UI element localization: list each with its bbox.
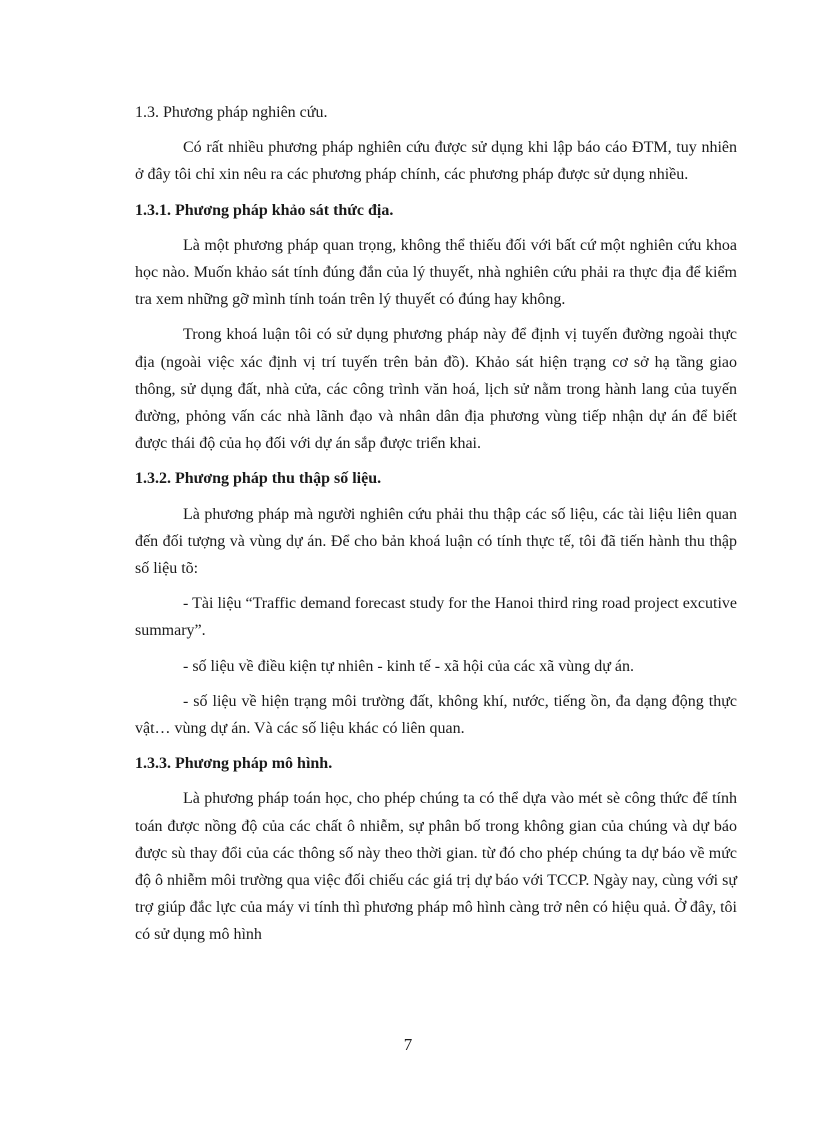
list-item: - Tài liệu “Traffic demand forecast study for the Hanoi third ring road project excutive summary”. (135, 595, 737, 640)
section-heading: 1.3. Phương pháp nghiên cứu. (135, 104, 328, 121)
page-body (135, 99, 737, 957)
intro-paragraph: Có rất nhiều phương pháp nghiên cứu được sử dụng khi lập báo cáo ĐTM, tuy nhiên ở đây tôi chỉ xin nêu ra các phương pháp chính, các phương pháp được sử dụng nhiều. (135, 139, 737, 184)
subsection-heading-1: 1.3.1. Phương pháp khảo sát thức địa. (135, 201, 394, 219)
subsection-heading-3: 1.3.3. Phương pháp mô hình. (135, 755, 333, 773)
list-item: - số liệu về hiện trạng môi trường đất, không khí, nước, tiếng ồn, đa dạng động thực vật… vùng dự án. Và các số liệu khác có liên quan. (135, 692, 737, 738)
subsection-3-paragraph-1: Là phương pháp toán học, cho phép chúng ta có thể dựa vào mét sè công thức để tính toán được nồng độ của các chất ô nhiễm, sự phân bố trong không gian của chúng và dự báo được sù thay đổi của các thông số này theo thời gian. từ đó cho phép chúng ta dự báo về mức độ ô nhiễm môi trường qua việc đối chiếu các giá trị dự báo với TCCP. Ngày nay, cùng với sự trợ giúp đắc lực của máy vi tính thì phương pháp mô hình càng trở nên có hiệu quả. Ở đây, tôi có sử dụng mô hình (135, 790, 737, 944)
subsection-heading-2: 1.3.2. Phương pháp thu thập số liệu. (135, 470, 382, 488)
subsection-1-paragraph-2: Trong khoá luận tôi có sử dụng phương pháp này để định vị tuyến đường ngoài thực địa (ngoài việc xác định vị trí tuyến trên bản đồ). Khảo sát hiện trạng cơ sở hạ tầng giao thông, sử dụng đất, nhà cửa, các công trình văn hoá, lịch sử nằm trong hành lang của tuyến đường, phỏng vấn các nhà lãnh đạo và nhân dân địa phương vùng tiếp nhận dự án để biết được thái độ của họ đối với dự án sắp được triển khai. (135, 326, 737, 453)
subsection-1-paragraph-1: Là một phương pháp quan trọng, không thể thiếu đối với bất cứ một nghiên cứu khoa học nào. Muốn khảo sát tính đúng đắn của lý thuyết, nhà nghiên cứu phải ra thực địa để kiểm tra xem những gỡ mình tính toán trên lý thuyết có đúng hay không. (135, 236, 737, 309)
page-number: 7 (403, 1035, 413, 1054)
list-item: - số liệu về điều kiện tự nhiên - kinh tế - xã hội của các xã vùng dự án. (183, 657, 634, 675)
subsection-2-paragraph-1: Là phương pháp mà người nghiên cứu phải thu thập các số liệu, các tài liệu liên quan đến đối tượng và vùng dự án. Để cho bản khoá luận có tính thực tế, tôi đã tiến hành thu thập số liệu tõ: (135, 505, 737, 578)
